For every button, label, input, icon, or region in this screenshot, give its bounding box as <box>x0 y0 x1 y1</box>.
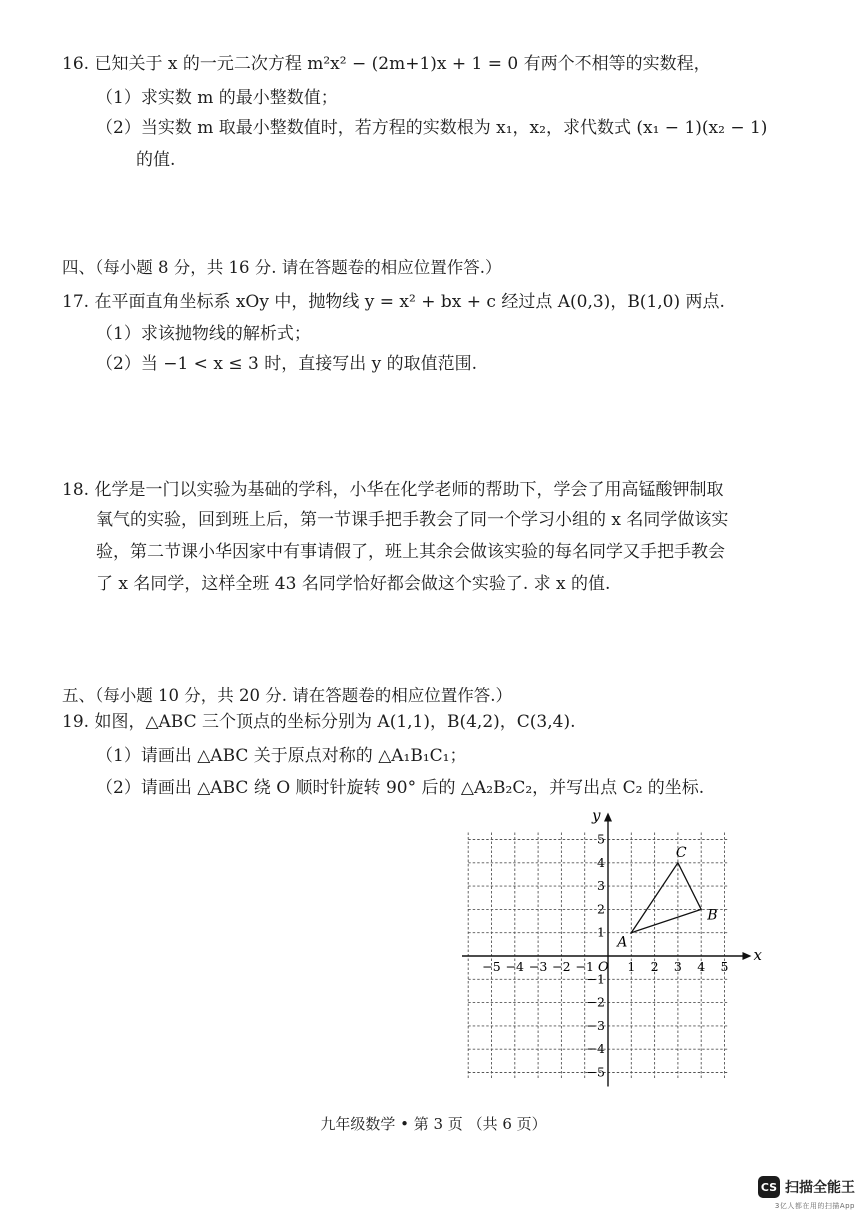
x-axis-label: x <box>753 946 762 964</box>
y-axis-label: y <box>592 808 601 825</box>
x-tick-label: 5 <box>720 959 729 974</box>
q19-stem: 19. 如图，△ABC 三个顶点的坐标分别为 A(1,1)，B(4,2)，C(3,4). <box>62 712 576 732</box>
scanner-watermark <box>758 1176 855 1211</box>
vertex-label-a: A <box>617 934 628 951</box>
x-tick-label: −1 <box>575 959 594 974</box>
q19-part2: （2）请画出 △ABC 绕 O 顺时针旋转 90° 后的 △A₂B₂C₂，并写出点 C₂ 的坐标. <box>96 778 705 798</box>
y-tick-label: 5 <box>597 831 605 847</box>
y-tick-label: 2 <box>597 901 605 917</box>
coordinate-grid-figure <box>462 808 762 1098</box>
y-tick-label: −2 <box>586 994 605 1010</box>
q16-part1: （1）求实数 m 的最小整数值； <box>96 88 338 108</box>
origin-label: O <box>598 960 609 975</box>
y-tick-label: −4 <box>586 1041 605 1057</box>
q16-part2-cont: 的值. <box>136 150 176 170</box>
x-axis-arrow-icon <box>742 952 751 960</box>
q18-line2: 氧气的实验，回到班上后，第一节课手把手教会了同一个学习小组的 x 名同学做该实 <box>96 510 729 530</box>
x-tick-label: −5 <box>482 959 501 974</box>
q18-line1: 18. 化学是一门以实验为基础的学科，小华在化学老师的帮助下，学会了用高锰酸钾制取 <box>62 480 724 500</box>
page-footer: 九年级数学 • 第 3 页 （共 6 页） <box>320 1115 547 1133</box>
vertex-label-b: B <box>707 907 718 924</box>
q19-part1: （1）请画出 △ABC 关于原点对称的 △A₁B₁C₁； <box>96 746 467 766</box>
camscanner-logo-icon: CS <box>758 1176 780 1198</box>
section-5-header: 五、（每小题 10 分，共 20 分. 请在答题卷的相应位置作答.） <box>62 686 512 705</box>
y-axis-arrow-icon <box>604 813 612 822</box>
watermark-name: 扫描全能王 <box>785 1180 855 1196</box>
x-tick-label: 4 <box>697 959 706 974</box>
q18-line4: 了 x 名同学，这样全班 43 名同学恰好都会做这个实验了. 求 x 的值. <box>96 574 611 594</box>
y-tick-label: 3 <box>597 878 605 894</box>
q17-stem: 17. 在平面直角坐标系 xOy 中，抛物线 y = x² + bx + c 经过点 A(0,3)，B(1,0) 两点. <box>62 292 725 312</box>
y-tick-label: 1 <box>597 924 605 940</box>
x-tick-label: −3 <box>528 959 548 974</box>
watermark-subtitle: 3亿人都在用的扫描App <box>774 1202 855 1210</box>
x-tick-label: 1 <box>627 959 636 974</box>
y-tick-label: −1 <box>586 971 605 987</box>
y-tick-label: 4 <box>597 854 605 870</box>
x-tick-label: 3 <box>673 959 682 974</box>
q17-part2: （2）当 −1 < x ≤ 3 时，直接写出 y 的取值范围. <box>96 354 478 374</box>
q16-part2: （2）当实数 m 取最小整数值时，若方程的实数根为 x₁，x₂，求代数式 (x₁ − 1)(x₂ − 1) <box>96 118 768 138</box>
y-tick-label: −3 <box>586 1017 605 1033</box>
q18-line3: 验，第二节课小华因家中有事请假了，班上其余会做该实验的每名同学又手把手教会 <box>96 542 725 562</box>
x-tick-label: 2 <box>650 959 659 974</box>
q17-part1: （1）求该抛物线的解析式； <box>96 324 311 344</box>
y-tick-label: −5 <box>586 1064 605 1080</box>
x-tick-label: −4 <box>505 959 525 974</box>
section-4-header: 四、（每小题 8 分，共 16 分. 请在答题卷的相应位置作答.） <box>62 258 502 277</box>
vertex-label-c: C <box>675 844 687 861</box>
x-tick-label: −2 <box>552 959 571 974</box>
q16-stem: 16. 已知关于 x 的一元二次方程 m²x² − (2m+1)x + 1 = 0 有两个不相等的实数程， <box>62 54 711 74</box>
triangle-abc <box>631 863 701 933</box>
